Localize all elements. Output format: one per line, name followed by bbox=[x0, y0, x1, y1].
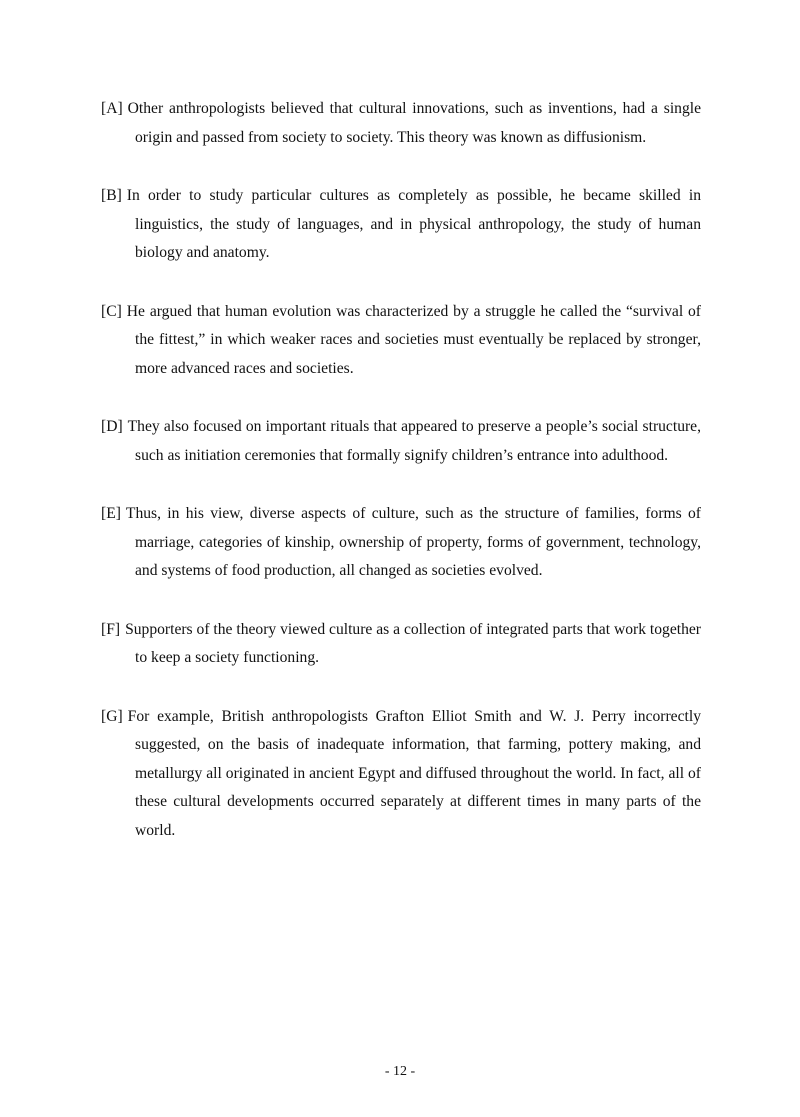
option-marker: [G] bbox=[101, 707, 123, 725]
option-text: He argued that human evolution was characterized by a struggle he called the “survival of the fittest,” in which weaker races and societies must eventually be replaced by stronger, more advanced races and societies. bbox=[126, 302, 701, 377]
option-marker: [C] bbox=[101, 302, 122, 320]
option-marker: [A] bbox=[101, 100, 123, 117]
page-number: - 12 - bbox=[384, 1064, 416, 1079]
option-marker: [F] bbox=[101, 620, 121, 638]
sentence-option-f bbox=[101, 616, 701, 673]
option-marker: [B] bbox=[101, 187, 122, 204]
sentence-option-a bbox=[101, 95, 701, 152]
sentence-option-e bbox=[101, 500, 701, 586]
option-text: Other anthropologists believed that cultural innovations, such as inventions, had a single origin and passed from society to society. This theory was known as diffusionism. bbox=[127, 100, 701, 146]
option-text: They also focused on important rituals that appeared to preserve a people’s social structure, such as initiation ceremonies that formally signify children’s entrance into adulthood. bbox=[127, 418, 701, 464]
option-text: Supporters of the theory viewed culture as a collection of integrated parts that work together to keep a society functioning. bbox=[125, 620, 701, 666]
option-marker: [D] bbox=[101, 418, 123, 435]
option-text: Thus, in his view, diverse aspects of culture, such as the structure of families, forms of marriage, categories of kinship, ownership of property, forms of government, technology, and systems of food production, all changed as societies evolved. bbox=[125, 505, 701, 579]
option-text: In order to study particular cultures as completely as possible, he became skilled in linguistics, the study of languages, and in physical anthropology, the study of human biology and anatomy. bbox=[126, 187, 701, 261]
sentence-option-c bbox=[101, 298, 701, 384]
sentence-options-list bbox=[101, 95, 701, 875]
sentence-option-d bbox=[101, 413, 701, 470]
option-text: For example, British anthropologists Grafton Elliot Smith and W. J. Perry incorrectly suggested, on the basis of inadequate information, that farming, pottery making, and metallurgy all originated in ancient Egypt and diffused throughout the world. In fact, all of these cultural developments occurred separately at different times in many parts of the world. bbox=[127, 707, 701, 839]
sentence-option-b bbox=[101, 182, 701, 268]
option-marker: [E] bbox=[101, 505, 121, 522]
sentence-option-g bbox=[101, 703, 701, 846]
